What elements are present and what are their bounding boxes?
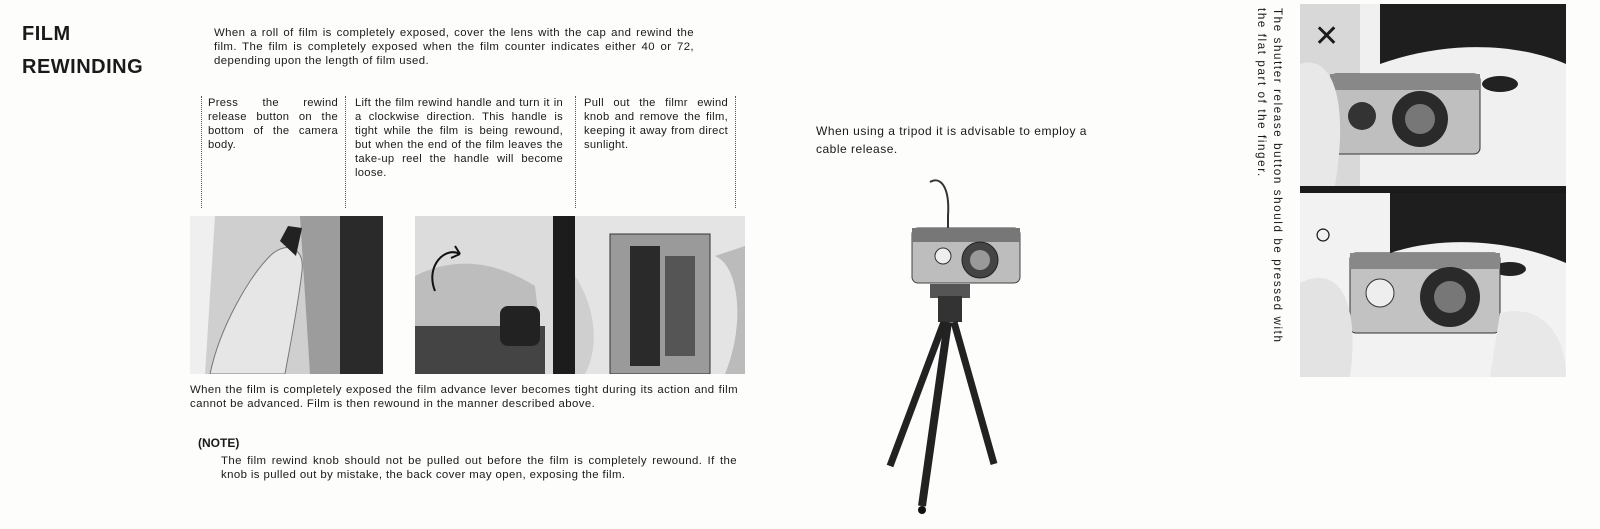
shutter-instruction-vertical: The shutter release button should be pressed with the flat part of the finger. (1255, 8, 1284, 344)
heading-line-1: FILM (22, 23, 71, 45)
photo-wrong-grip (1300, 4, 1566, 186)
step-divider-right (735, 96, 736, 208)
tripod-paragraph: When using a tripod it is advisable to employ a cable release. (816, 124, 1087, 156)
photo-rewind-handle (415, 216, 575, 374)
photo-separator (1300, 186, 1566, 193)
tripod-camera-photo (860, 176, 1040, 524)
step-1-text: Press the rewind release button on the bottom of the camera body. (208, 97, 338, 151)
intro-paragraph: When a roll of film is completely exposed, cover the lens with the cap and rewind the film. The film is completely exposed when the film counter indicates either 40 or 72, depending upon the length of film used. (214, 27, 694, 67)
section-heading (22, 18, 143, 84)
step-divider-2 (575, 96, 576, 208)
step-divider-1 (345, 96, 346, 208)
step-divider-left (201, 96, 202, 208)
photo-remove-film (575, 216, 745, 374)
heading-line-2: REWINDING (22, 56, 144, 78)
film-exposed-paragraph: When the film is completely exposed the film advance lever becomes tight during its action and film cannot be advanced. Film is then rewound in the manner described above. (190, 384, 738, 410)
note-text: The film rewind knob should not be pulled out before the film is completely rewound. If the knob is pulled out by mistake, the back cover may open, exposing the film. (221, 455, 737, 481)
photo-correct-grip (1300, 193, 1566, 377)
correct-mark-icon: ○ (1314, 218, 1333, 251)
note-label: (NOTE) (198, 436, 240, 450)
step-3-text: Pull out the filmr ewind knob and remove the film, keeping it away from direct sunlight. (584, 97, 728, 151)
step-2-text: Lift the film rewind handle and turn it in a clockwise direction. This handle is tight while the film is being rewound, but when the end of the film leaves the take-up reel the handle will become loose. (355, 97, 563, 179)
photo-rewind-release (190, 216, 383, 374)
wrong-mark-icon: ✕ (1314, 20, 1340, 53)
